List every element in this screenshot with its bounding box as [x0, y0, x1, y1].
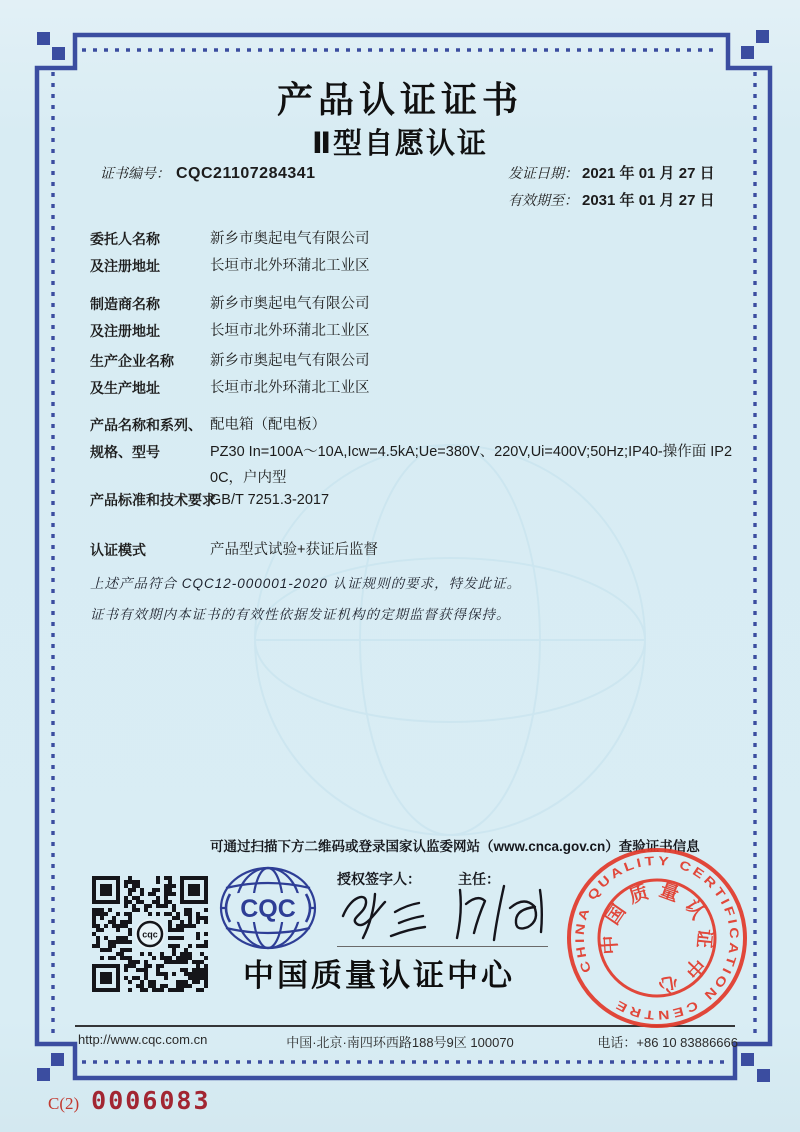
serial-number: 0006083 [91, 1086, 211, 1115]
authorized-signer-label: 授权签字人： [337, 871, 421, 887]
svg-text:cqc: cqc [142, 929, 158, 940]
field-label: 认证模式 [90, 542, 146, 558]
field-label: 规格、型号 [90, 444, 160, 460]
verify-note: 可通过扫描下方二维码或登录国家认监委网站（www.cnca.gov.cn）查验证书信息 [210, 839, 700, 854]
field-label: 及注册地址 [90, 258, 160, 274]
issue-date-label: 发证日期： [508, 165, 578, 181]
field-label: 及生产地址 [90, 380, 160, 396]
field-value: 新乡市奥起电气有限公司 [210, 296, 370, 312]
field-value: 长垣市北外环蒲北工业区 [210, 323, 370, 339]
issue-date-row [508, 160, 715, 187]
field-label: 委托人名称 [90, 231, 160, 247]
valid-until-value: 2031 年 01 月 27 日 [582, 192, 715, 209]
footer-url: http://www.cqc.com.cn [78, 1032, 208, 1047]
director-signature [452, 880, 557, 944]
field-label: 产品标准和技术要求 [90, 492, 216, 508]
field-label: 及注册地址 [90, 323, 160, 339]
issue-date-value: 2021 年 01 月 27 日 [582, 165, 715, 182]
field-row-factory [90, 348, 740, 402]
red-seal [557, 843, 757, 1043]
seal-english-text: CHINA QUALITY CERTIFICATION CENTRE [572, 853, 742, 1023]
field-label: 制造商名称 [90, 296, 160, 312]
svg-text:CHINA QUALITY CERTIFICATION CE [557, 843, 757, 1043]
certificate-number-label: 证书编号： [100, 165, 170, 181]
statement-compliance: 上述产品符合 CQC12-000001-2020 认证规则的要求，特发此证。 [90, 576, 522, 591]
organization-name: 中国质量认证中心 [243, 958, 515, 993]
field-value: 长垣市北外环蒲北工业区 [210, 380, 370, 396]
field-row-manufacturer [90, 291, 740, 345]
director-label: 主任： [458, 871, 500, 887]
certificate-qr-code [92, 876, 208, 992]
cqc-logo-text: CQC [240, 895, 296, 923]
footer-phone: 电话：+86 10 83886666 [597, 1035, 738, 1050]
valid-until-label: 有效期至： [508, 192, 578, 208]
field-value: 长垣市北外环蒲北工业区 [210, 258, 370, 274]
serial-prefix: C(2) [48, 1094, 80, 1113]
certificate-subtitle: Ⅱ型自愿认证 [311, 128, 489, 160]
certificate-number-row [100, 163, 316, 183]
authorized-signature-line [337, 946, 457, 947]
field-value: 新乡市奥起电气有限公司 [210, 231, 370, 247]
certificate-title: 产品认证证书 [276, 79, 523, 120]
field-value: 配电箱（配电板） [210, 417, 326, 433]
valid-until-row [508, 187, 715, 214]
field-row-applicant [90, 226, 740, 280]
field-row-standard [90, 487, 740, 514]
field-label: 生产企业名称 [90, 353, 174, 369]
statement-validity: 证书有效期内本证书的有效性依据发证机构的定期监督获得保持。 [90, 607, 511, 622]
seal-chinese-text: 中国质量认证中心 [599, 879, 716, 997]
field-value: 新乡市奥起电气有限公司 [210, 353, 370, 369]
field-row-product [90, 412, 740, 486]
serial-number-block [48, 1086, 211, 1115]
date-block [508, 160, 715, 214]
director-signature-line [452, 946, 548, 947]
cqc-globe-logo [218, 864, 318, 952]
authorized-signature [337, 886, 462, 946]
field-value: PZ30 In=100A～10A,Icw=4.5kA;Ue=380V、220V,Ui=400V;50Hz;IP40-操作面 IP20C，户内型 [210, 444, 733, 486]
field-value: 产品型式试验+获证后监督 [210, 542, 378, 558]
field-value: GB/T 7251.3-2017 [210, 492, 330, 508]
field-label: 产品名称和系列、 [90, 417, 202, 433]
field-row-mode [90, 537, 740, 564]
certificate-number-value: CQC21107284341 [176, 165, 316, 182]
footer-address: 中国·北京·南四环西路188号9区 100070 [286, 1035, 514, 1050]
